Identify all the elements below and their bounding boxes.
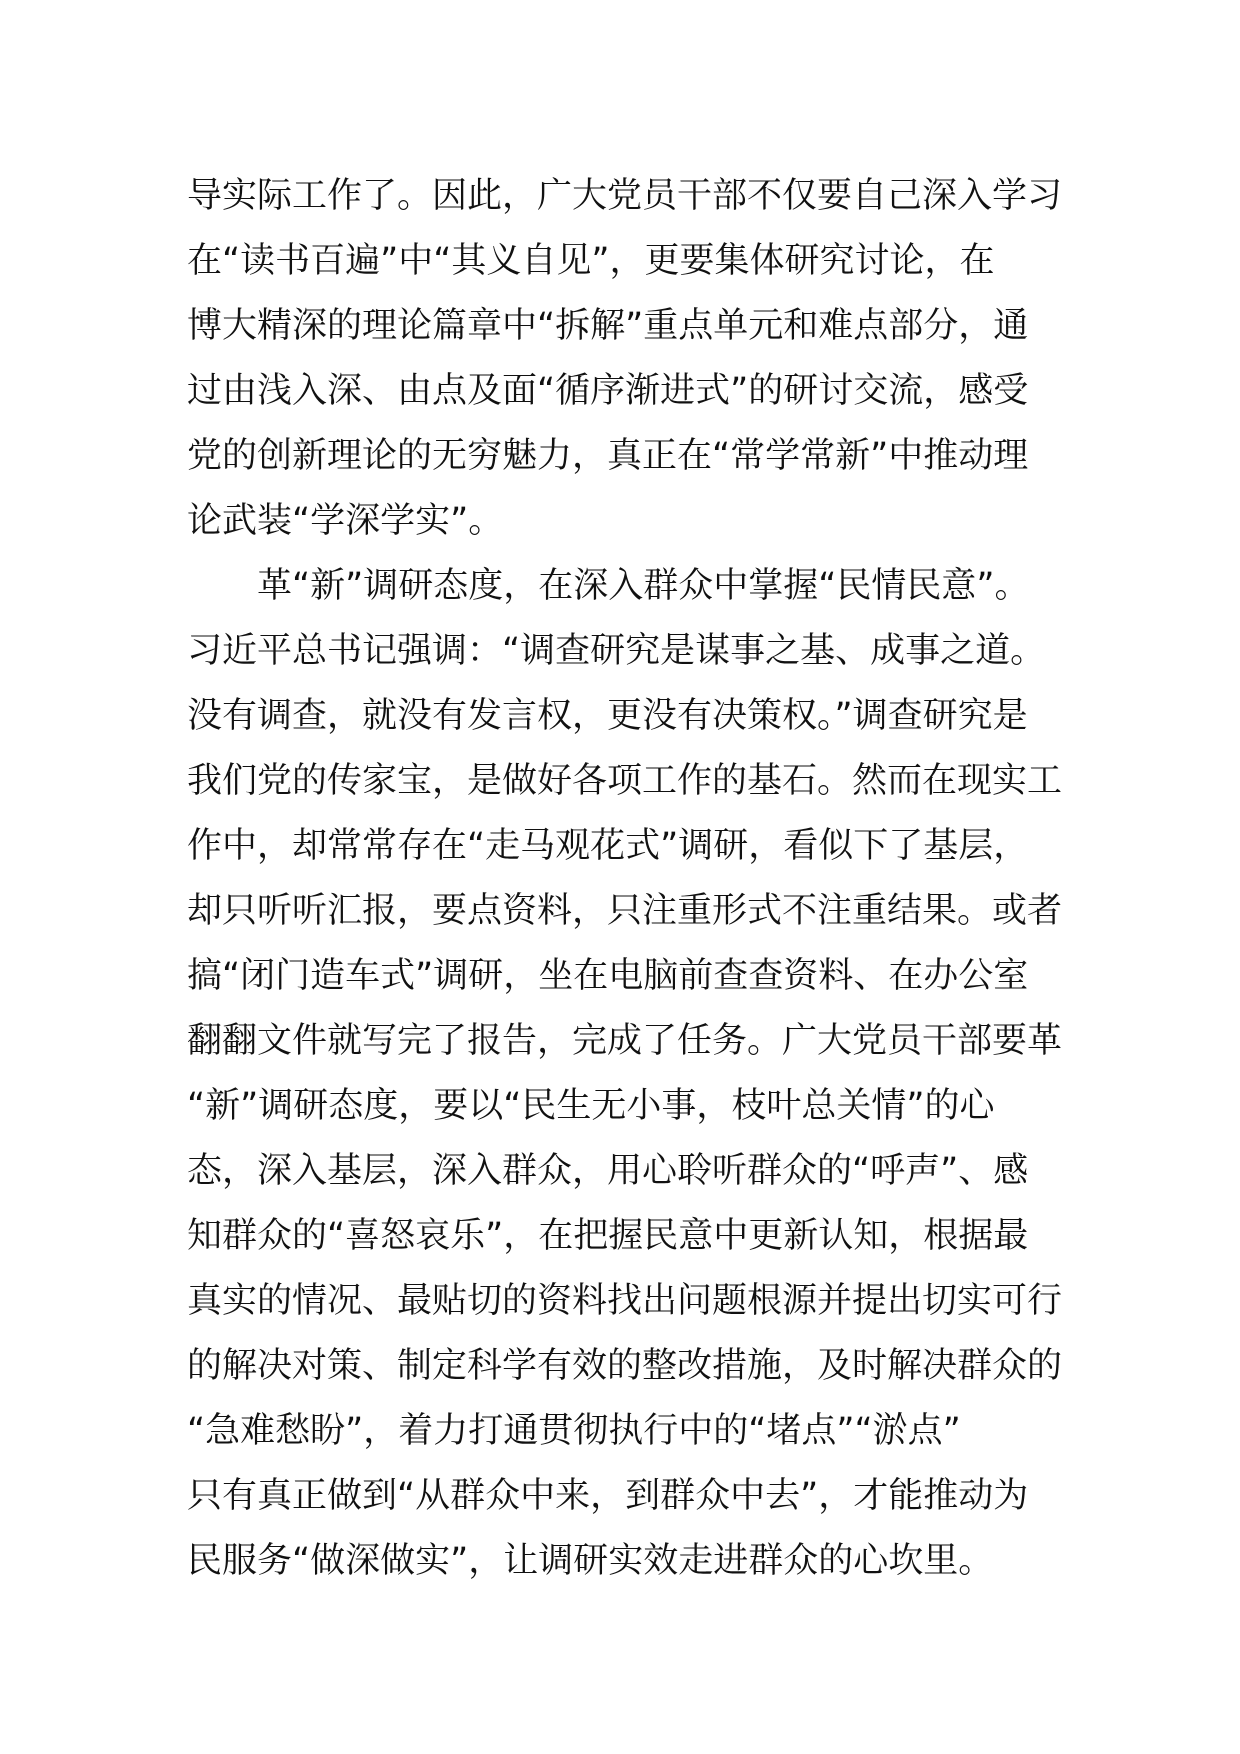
text-line: 的解决对策、制定科学有效的整改措施，及时解决群众的 — [187, 1346, 1063, 1386]
text-line: 只有真正做到“从群众中来，到群众中去”，才能推动为 — [187, 1476, 1029, 1516]
text-line: 翻翻文件就写完了报告，完成了任务。广大党员干部要革 — [187, 1021, 1063, 1061]
paragraph-continuation — [187, 164, 1067, 554]
text-line: 我们党的传家宝，是做好各项工作的基石。然而在现实工 — [187, 761, 1063, 801]
body-text — [187, 164, 1067, 1594]
text-line: 导实际工作了。因此，广大党员干部不仅要自己深入学习 — [187, 176, 1063, 216]
paragraph-heading-line: 革“新”调研态度，在深入群众中掌握“民情民意”。 — [257, 566, 1030, 606]
text-line: 习近平总书记强调：“调查研究是谋事之基、成事之道。 — [187, 631, 1046, 671]
text-line: 博大精深的理论篇章中“拆解”重点单元和难点部分，通 — [187, 306, 1029, 346]
text-line: 却只听听汇报，要点资料，只注重形式不注重结果。或者 — [187, 891, 1063, 931]
text-line: 在“读书百遍”中“其义自见”，更要集体研究讨论，在 — [187, 241, 995, 281]
text-line: 过由浅入深、由点及面“循序渐进式”的研讨交流，感受 — [187, 371, 1029, 411]
text-line: 党的创新理论的无穷魅力，真正在“常学常新”中推动理 — [187, 436, 1029, 476]
text-line: 知群众的“喜怒哀乐”，在把握民意中更新认知，根据最 — [187, 1216, 1029, 1256]
text-line: 论武装“学深学实”。 — [187, 501, 504, 541]
text-line: 民服务“做深做实”，让调研实效走进群众的心坎里。 — [187, 1541, 994, 1581]
text-line: 态，深入基层，深入群众，用心聆听群众的“呼声”、感 — [187, 1151, 1029, 1191]
text-line: 没有调查，就没有发言权，更没有决策权。”调查研究是 — [187, 696, 1028, 736]
text-line: “新”调研态度，要以“民生无小事，枝叶总关情”的心 — [187, 1086, 995, 1126]
text-line: 搞“闭门造车式”调研，坐在电脑前查查资料、在办公室 — [187, 956, 1029, 996]
text-line: 作中，却常常存在“走马观花式”调研，看似下了基层， — [187, 826, 1029, 866]
text-line: 真实的情况、最贴切的资料找出问题根源并提出切实可行 — [187, 1281, 1063, 1321]
text-line: “急难愁盼”，着力打通贯彻执行中的“堵点”“淤点” — [187, 1411, 961, 1451]
paragraph-research-attitude — [187, 554, 1067, 1594]
